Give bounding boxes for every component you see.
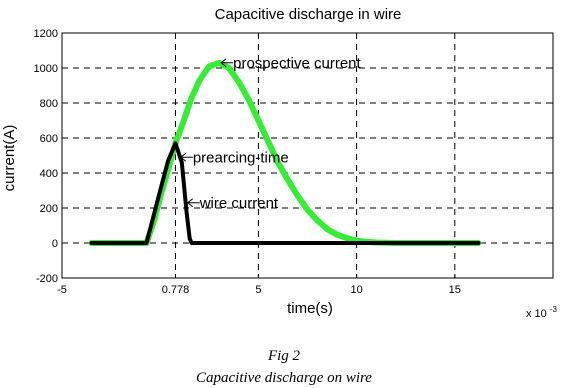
- y-tick-label: 0: [51, 238, 58, 250]
- x-tick-label: 0.778: [161, 284, 190, 296]
- x-axis-multiplier: [526, 305, 558, 320]
- y-tick-label: 200: [39, 203, 58, 215]
- x-tick-label: 15: [448, 284, 461, 296]
- y-tick-label: 1200: [33, 28, 58, 40]
- x-tick-label: 10: [350, 284, 363, 296]
- x-axis-multiplier-exponent: -3: [549, 305, 557, 314]
- x-axis-multiplier-base: x 10: [526, 308, 547, 320]
- y-axis-label: current(A): [1, 124, 18, 192]
- x-tick-label: 5: [255, 284, 262, 296]
- y-tick-label: 600: [39, 133, 58, 145]
- x-tick-label: -5: [57, 284, 67, 296]
- chart-title: Capacitive discharge in wire: [214, 6, 402, 23]
- figure-label: Fig 2: [267, 348, 301, 364]
- y-tick-label: -200: [35, 273, 58, 285]
- annotations: [181, 55, 362, 212]
- x-axis-label: time(s): [287, 300, 333, 317]
- y-tick-label: 1000: [33, 63, 58, 75]
- y-tick-label: 800: [39, 98, 58, 110]
- y-tick-label: 400: [39, 168, 58, 180]
- annotation-label: prospective current: [233, 54, 361, 72]
- figure-caption: Capacitive discharge on wire: [196, 370, 372, 386]
- annotation-label: prearcing-time: [192, 149, 289, 167]
- annotation-label: wire current: [199, 194, 279, 212]
